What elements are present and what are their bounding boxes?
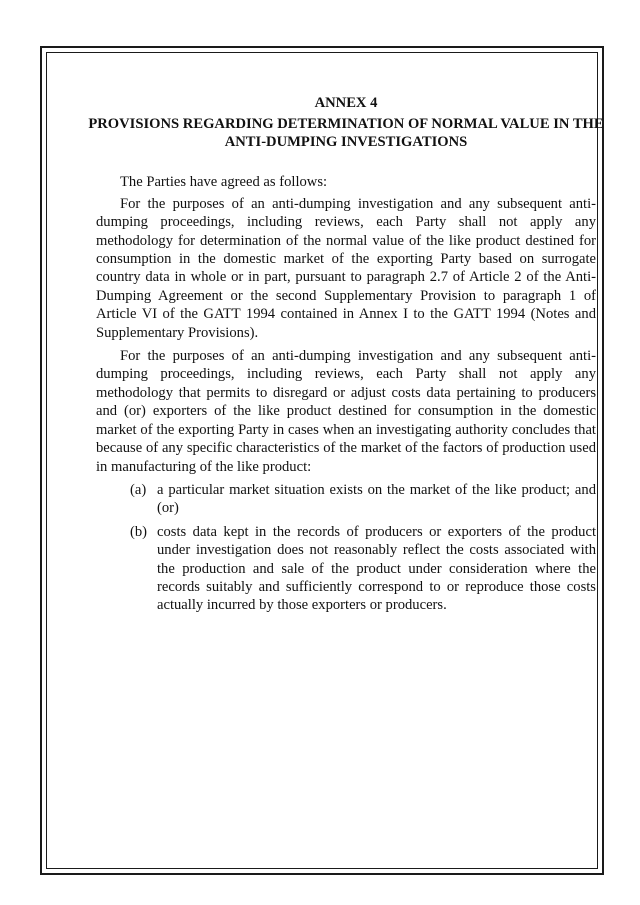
list-item-label: (b)	[130, 523, 148, 540]
annex-title: PROVISIONS REGARDING DETERMINATION OF NORMAL VALUE IN THE ANTI-DUMPING INVESTIGATIONS	[88, 116, 604, 151]
intro-sentence: The Parties have agreed as follows:	[120, 174, 328, 191]
list-item-label: (a)	[130, 481, 147, 498]
annex-number: ANNEX 4	[314, 95, 378, 111]
list-item	[96, 481, 596, 518]
list-item-text: a particular market situation exists on the market of the like product; and (or)	[157, 481, 596, 517]
list-item	[96, 523, 596, 615]
paragraph-surrogate-country: For the purposes of an anti-dumping investigation and any subsequent anti-dumping proceedings, including reviews, each Party shall not apply any methodology for determination of the normal value of the like product destined for consumption in the domestic market of the exporting Party based on surrogate country data in whole or in part, pursuant to paragraph 2.7 of Article 2 of the Anti-Dumping Agreement or the second Supplementary Provision to paragraph 1 of Article VI of the GATT 1994 contained in Annex I to the GATT 1994 (Notes and Supplementary Provisions).	[96, 195, 596, 341]
list-item-text: costs data kept in the records of producers or exporters of the product under investigation does not reasonably reflect the costs associated with the production and sale of the product under consideration where the records suitably and sufficiently correspond to or reproduce those costs actually incurred by those exporters or producers.	[157, 523, 596, 614]
paragraph-costs-data: For the purposes of an anti-dumping investigation and any subsequent anti-dumping proceedings, including reviews, each Party shall not apply any methodology that permits to disregard or adjust costs data pertaining to producers and (or) exporters of the like product destined for consumption in the domestic market of the exporting Party in cases when an investigating authority concludes that because of any specific characteristics of the market of the factors of production used in manufacturing of the like product:	[96, 348, 596, 475]
document-body	[88, 94, 604, 620]
